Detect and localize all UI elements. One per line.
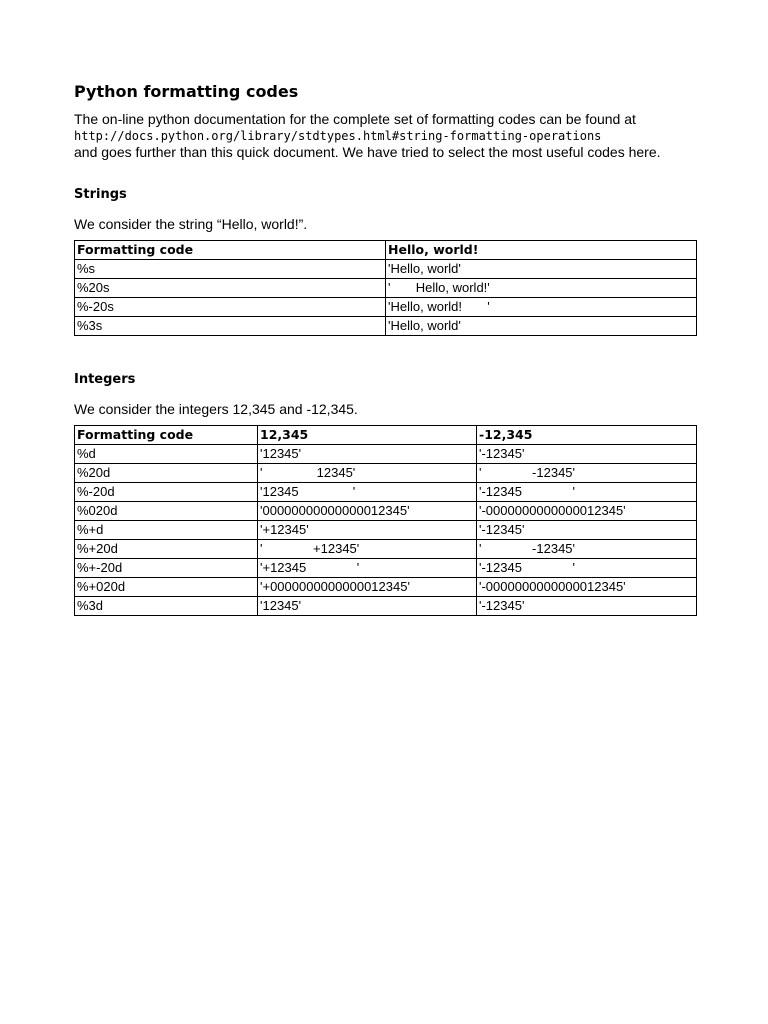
positive-result-cell: '12345 ': [258, 483, 477, 502]
table-row: [75, 279, 697, 298]
table-row: [75, 464, 697, 483]
format-code-cell: %+020d: [75, 578, 258, 597]
format-code-cell: %s: [75, 260, 386, 279]
table-row: [75, 260, 697, 279]
negative-result-cell: '-12345': [477, 521, 697, 540]
table-row: [75, 317, 697, 336]
format-code-cell: %d: [75, 445, 258, 464]
negative-result-cell: '-12345': [477, 597, 697, 616]
format-code-cell: %3s: [75, 317, 386, 336]
format-code-cell: %3d: [75, 597, 258, 616]
table-row: [75, 540, 697, 559]
table-row: [75, 502, 697, 521]
column-header: 12,345: [258, 426, 477, 445]
negative-result-cell: '-12345 ': [477, 483, 697, 502]
table-header-row: [75, 241, 697, 260]
column-header: -12,345: [477, 426, 697, 445]
positive-result-cell: '12345': [258, 597, 477, 616]
strings-table: [74, 240, 697, 336]
intro-line-2: and goes further than this quick document. We have tried to select the most useful codes here.: [74, 144, 661, 160]
negative-result-cell: '-0000000000000012345': [477, 502, 697, 521]
positive-result-cell: ' +12345': [258, 540, 477, 559]
format-code-cell: %020d: [75, 502, 258, 521]
table-row: [75, 578, 697, 597]
negative-result-cell: ' -12345': [477, 540, 697, 559]
result-cell: 'Hello, world': [386, 260, 697, 279]
table-row: [75, 521, 697, 540]
table-header-row: [75, 426, 697, 445]
positive-result-cell: '+12345 ': [258, 559, 477, 578]
table-row: [75, 298, 697, 317]
intro-line-1: The on-line python documentation for the complete set of formatting codes can be found at: [74, 111, 636, 127]
column-header: Formatting code: [75, 426, 258, 445]
column-header: Formatting code: [75, 241, 386, 260]
format-code-cell: %20d: [75, 464, 258, 483]
result-cell: 'Hello, world': [386, 317, 697, 336]
integers-lead: We consider the integers 12,345 and -12,345.: [74, 401, 358, 417]
format-code-cell: %+-20d: [75, 559, 258, 578]
table-row: [75, 597, 697, 616]
positive-result-cell: '00000000000000012345': [258, 502, 477, 521]
positive-result-cell: ' 12345': [258, 464, 477, 483]
negative-result-cell: '-12345 ': [477, 559, 697, 578]
column-header: Hello, world!: [386, 241, 697, 260]
strings-lead: We consider the string “Hello, world!”.: [74, 216, 308, 232]
intro-paragraph: [74, 111, 696, 161]
format-code-cell: %+d: [75, 521, 258, 540]
table-row: [75, 445, 697, 464]
format-code-cell: %-20d: [75, 483, 258, 502]
positive-result-cell: '12345': [258, 445, 477, 464]
negative-result-cell: '-0000000000000012345': [477, 578, 697, 597]
documentation-url: http://docs.python.org/library/stdtypes.html#string-formatting-operations: [74, 129, 602, 143]
table-row: [75, 483, 697, 502]
result-cell: 'Hello, world! ': [386, 298, 697, 317]
format-code-cell: %20s: [75, 279, 386, 298]
table-row: [75, 559, 697, 578]
strings-heading: Strings: [74, 187, 127, 202]
format-code-cell: %-20s: [75, 298, 386, 317]
integers-section: [74, 372, 696, 616]
result-cell: ' Hello, world!': [386, 279, 697, 298]
strings-section: [74, 187, 696, 336]
positive-result-cell: '+0000000000000012345': [258, 578, 477, 597]
negative-result-cell: ' -12345': [477, 464, 697, 483]
integers-heading: Integers: [74, 372, 136, 387]
negative-result-cell: '-12345': [477, 445, 697, 464]
document-page: [74, 82, 696, 616]
format-code-cell: %+20d: [75, 540, 258, 559]
positive-result-cell: '+12345': [258, 521, 477, 540]
page-title: Python formatting codes: [74, 82, 299, 101]
integers-table: [74, 425, 697, 616]
